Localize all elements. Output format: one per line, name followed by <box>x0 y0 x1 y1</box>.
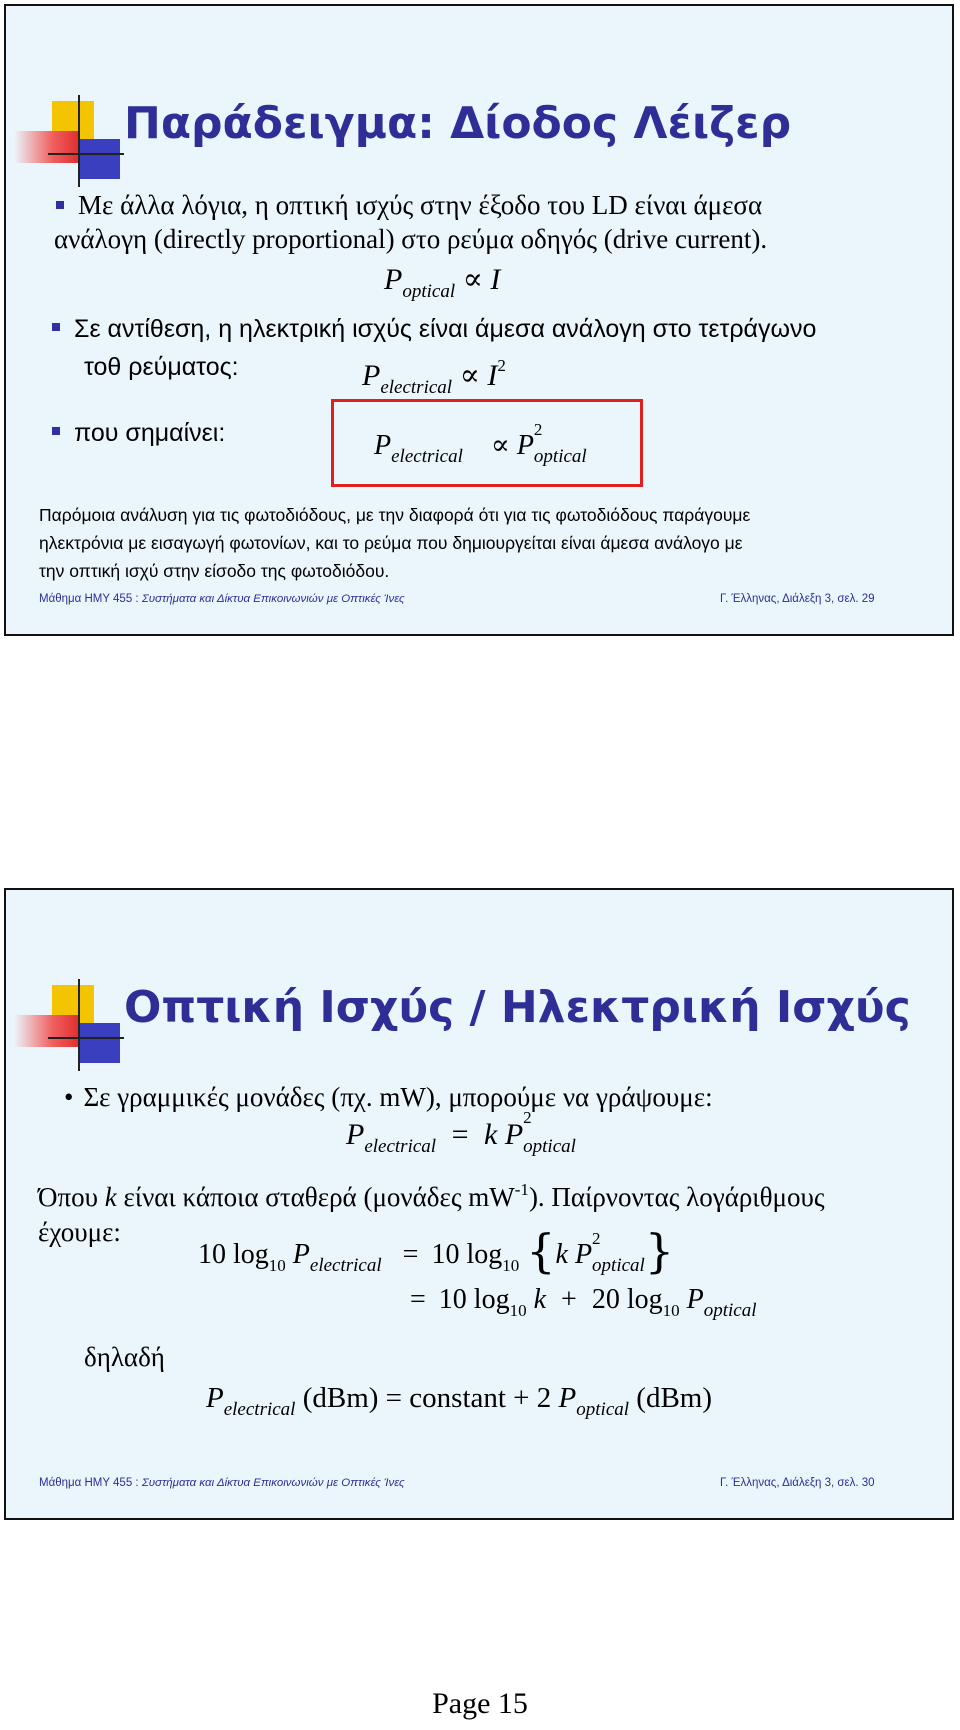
note-line-1: Παρόμοια ανάλυση για τις φωτοδιόδους, με την διαφορά ότι για τις φωτοδιόδους παράγουμε <box>39 505 751 525</box>
square-bullet-icon <box>52 323 60 331</box>
bullet-1: Με άλλα λόγια, η οπτική ισχύς στην έξοδο του LD είναι άμεσα <box>56 188 762 222</box>
slide-title: Οπτική Ισχύς / Ηλεκτρική Ισχύς <box>124 982 911 1033</box>
footer-right: Γ. Έλληνας, Διάλεξη 3, σελ. 29 <box>720 593 875 605</box>
slide-logo-decoration <box>14 101 124 191</box>
formula-p-electrical-prop-p-optical-sq: $P_{electrical} \propto P$ 2 $_{optical}$ <box>374 420 587 467</box>
bullet-2-cont: τοθ ρεύματος: <box>84 353 239 381</box>
bullet-1-cont: ανάλογη (directly proportional) στο ρεύμα οδηγός (drive current). <box>54 224 768 254</box>
formula-p-optical-prop-i: $P_{optical} \propto I$ <box>384 262 501 302</box>
formula-dbm: $P_{electrical}$ (dBm) = constant + 2 $P_{optical}$ (dBm) <box>206 1382 713 1420</box>
dot-bullet-icon: • <box>64 1082 74 1112</box>
slide-29 <box>4 4 954 636</box>
formula-linear: $P_{electrical} = k$ P 2 $_{optical}$ <box>346 1108 576 1157</box>
bullet-1: • Σε γραμμικές μονάδες (πχ. mW), μπορούμε να γράψουμε: <box>64 1082 713 1112</box>
note-line-2: ηλεκτρόνια με εισαγωγή φωτονίων, και το ρεύμα που δημιουργείται είναι άμεσα ανάλογο με <box>39 533 743 553</box>
footer-left: Μάθημα ΗΜΥ 455 : Συστήματα και Δίκτυα Επικοινωνιών με Οπτικές Ίνες <box>39 593 405 605</box>
note-line-3: την οπτική ισχύ στην είσοδο της φωτοδιόδου. <box>39 561 390 581</box>
slide-title: Παράδειγμα: Δίοδος Λέιζερ <box>124 98 792 149</box>
formula-p-electrical-prop-i2: $P_{electrical} \propto I^2$ <box>362 356 506 398</box>
formula-log-1: 10 $\log_{10} P_{electrical} = 10$ $\log_{10} \{k$ P 2 $_{optical}$} <box>198 1224 675 1278</box>
formula-log-2: = 10 $\log_{10} k + 20$ $\log_{10} P_{optical}$ <box>410 1284 757 1321</box>
page-number: Page 15 <box>432 1687 528 1720</box>
footer-right: Γ. Έλληνας, Διάλεξη 3, σελ. 30 <box>720 1477 875 1489</box>
bullet-2: Σε αντίθεση, η ηλεκτρική ισχύς είναι άμεσα ανάλογη στο τετράγωνο <box>52 312 816 346</box>
footer-left: Μάθημα ΗΜΥ 455 : Συστήματα και Δίκτυα Επικοινωνιών με Οπτικές Ίνες <box>39 1477 405 1489</box>
text-exoume: έχουμε: <box>38 1217 121 1247</box>
bullet-3: που σημαίνει: <box>52 416 225 450</box>
label-dhladh: δηλαδή <box>84 1342 165 1372</box>
slide-30 <box>4 888 954 1520</box>
square-bullet-icon <box>52 427 60 435</box>
square-bullet-icon <box>56 201 64 209</box>
text-constant-k: Όπου k είναι κάποια σταθερά (μονάδες $mW^{-1}$). Παίρνοντας λογάριθμους <box>38 1180 825 1212</box>
slide-logo-decoration <box>14 985 124 1075</box>
